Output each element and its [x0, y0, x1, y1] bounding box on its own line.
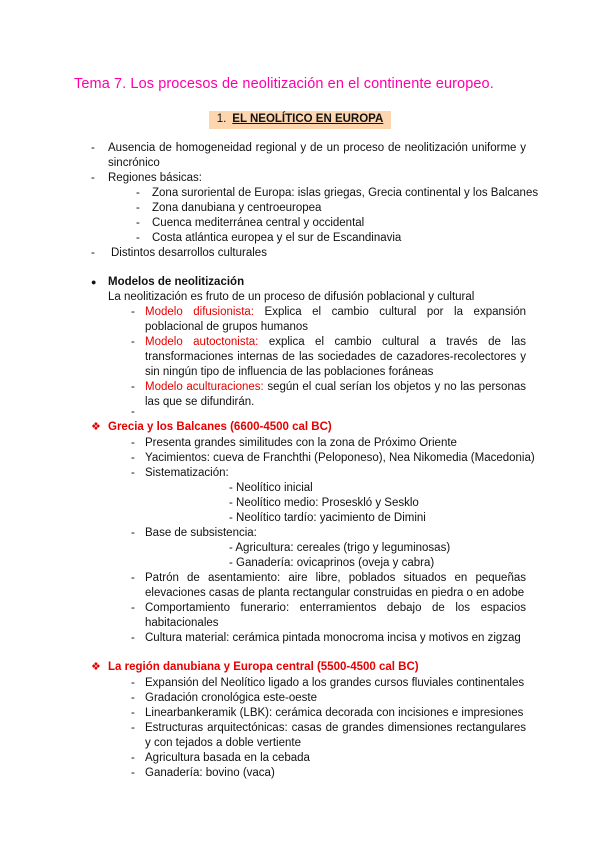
period-item: - Neolítico inicial	[229, 482, 313, 494]
list-item: Agricultura basada en la cebada	[145, 752, 310, 764]
list-item: Base de subsistencia:	[145, 527, 257, 539]
list-item: Zona suroriental de Europa: islas griegas, Grecia continental y los Balcanes	[152, 187, 539, 199]
subsistence-item: - Agricultura: cereales (trigo y leguminosas)	[229, 542, 451, 554]
list-item: Sistematización:	[145, 467, 229, 479]
model-label: Modelo difusionista:	[145, 306, 254, 318]
danubio-heading: La región danubiana y Europa central (5500-4500 cal BC)	[108, 661, 419, 673]
bullet-icon: ●	[91, 277, 97, 287]
list-item: Ausencia de homogeneidad regional y de un proceso de neolitización uniforme y sincrónico	[108, 142, 526, 169]
model-label: Modelo autoctonista:	[145, 336, 259, 348]
list-item: Cuenca mediterránea central y occidental	[152, 217, 365, 229]
list-item: Regiones básicas:	[108, 172, 202, 184]
list-dash: -	[136, 202, 140, 214]
list-dash: -	[131, 632, 135, 644]
diamond-icon: ❖	[91, 661, 101, 673]
section-heading	[0, 109, 600, 129]
list-dash: -	[131, 306, 135, 318]
period-item: - Neolítico tardío: yacimiento de Dimini	[229, 512, 426, 524]
list-item: Gradación cronológica este-oeste	[145, 692, 317, 704]
model-difusionista: Modelo difusionista: Explica el cambio cultural por la expansión poblacional de grupos humanos	[145, 306, 526, 333]
list-item: Cultura material: cerámica pintada monocroma incisa y motivos en zigzag	[145, 632, 521, 644]
list-dash: -	[131, 707, 135, 719]
list-item: Zona danubiana y centroeuropea	[152, 202, 322, 214]
list-dash: -	[91, 142, 95, 154]
list-dash: -	[131, 722, 135, 734]
diamond-icon: ❖	[91, 421, 101, 433]
list-dash: -	[136, 187, 140, 199]
list-dash: -	[136, 232, 140, 244]
list-dash: -	[131, 767, 135, 779]
list-item: Linearbankeramik (LBK): cerámica decorada con incisiones e impresiones	[145, 707, 524, 719]
list-item: Presenta grandes similitudes con la zona de Próximo Oriente	[145, 437, 457, 449]
list-dash: -	[131, 602, 135, 614]
subsistence-item: - Ganadería: ovicaprinos (oveja y cabra)	[229, 557, 435, 569]
document-title: Tema 7. Los procesos de neolitización en el continente europeo.	[74, 76, 494, 92]
list-item: Expansión del Neolítico ligado a los grandes cursos fluviales continentales	[145, 677, 525, 689]
models-lead: La neolitización es fruto de un proceso de difusión poblacional y cultural	[108, 291, 475, 303]
list-item: Costa atlántica europea y el sur de Escandinavia	[152, 232, 402, 244]
grecia-heading: Grecia y los Balcanes (6600-4500 cal BC)	[108, 421, 332, 433]
list-dash: -	[131, 692, 135, 704]
model-label: Modelo aculturaciones:	[145, 381, 264, 393]
list-item: Comportamiento funerario: enterramientos debajo de los espacios habitacionales	[145, 602, 526, 629]
models-heading: Modelos de neolitización	[108, 276, 245, 288]
list-dash: -	[91, 172, 95, 184]
model-autoctonista: Modelo autoctonista: explica el cambio cultural a través de las transformaciones internas de las sociedades de cazadores-recolectores y sin ningún tipo de influencia de las poblaciones foráneas	[145, 336, 527, 378]
list-dash: -	[131, 467, 135, 479]
list-item: Patrón de asentamiento: aire libre, poblados situados en pequeñas elevaciones casas de planta rectangular construidas en piedra o en adobe	[145, 572, 526, 599]
list-dash: -	[131, 527, 135, 539]
model-aculturaciones: Modelo aculturaciones: según el cual serían los objetos y no las personas las que se difundirán.	[145, 381, 526, 408]
list-item: Distintos desarrollos culturales	[111, 247, 267, 259]
list-dash: -	[136, 217, 140, 229]
section-title: EL NEOLÍTICO EN EUROPA	[232, 112, 387, 127]
list-item: Estructuras arquitectónicas: casas de grandes dimensiones rectangulares y con tejados a doble vertiente	[145, 722, 526, 749]
period-item: - Neolítico medio: Proseskló y Sesklo	[229, 497, 419, 509]
list-dash: -	[131, 452, 135, 464]
list-item: Ganadería: bovino (vaca)	[145, 767, 275, 779]
list-dash: -	[131, 752, 135, 764]
list-dash: -	[131, 677, 135, 689]
list-dash: -	[131, 381, 135, 393]
list-dash: -	[131, 406, 135, 418]
list-dash: -	[131, 437, 135, 449]
list-dash: -	[91, 247, 95, 259]
list-dash: -	[131, 336, 135, 348]
section-number: 1.	[213, 112, 233, 127]
list-item: Yacimientos: cueva de Franchthi (Peloponeso), Nea Nikomedia (Macedonia)	[145, 452, 535, 464]
list-dash: -	[131, 572, 135, 584]
